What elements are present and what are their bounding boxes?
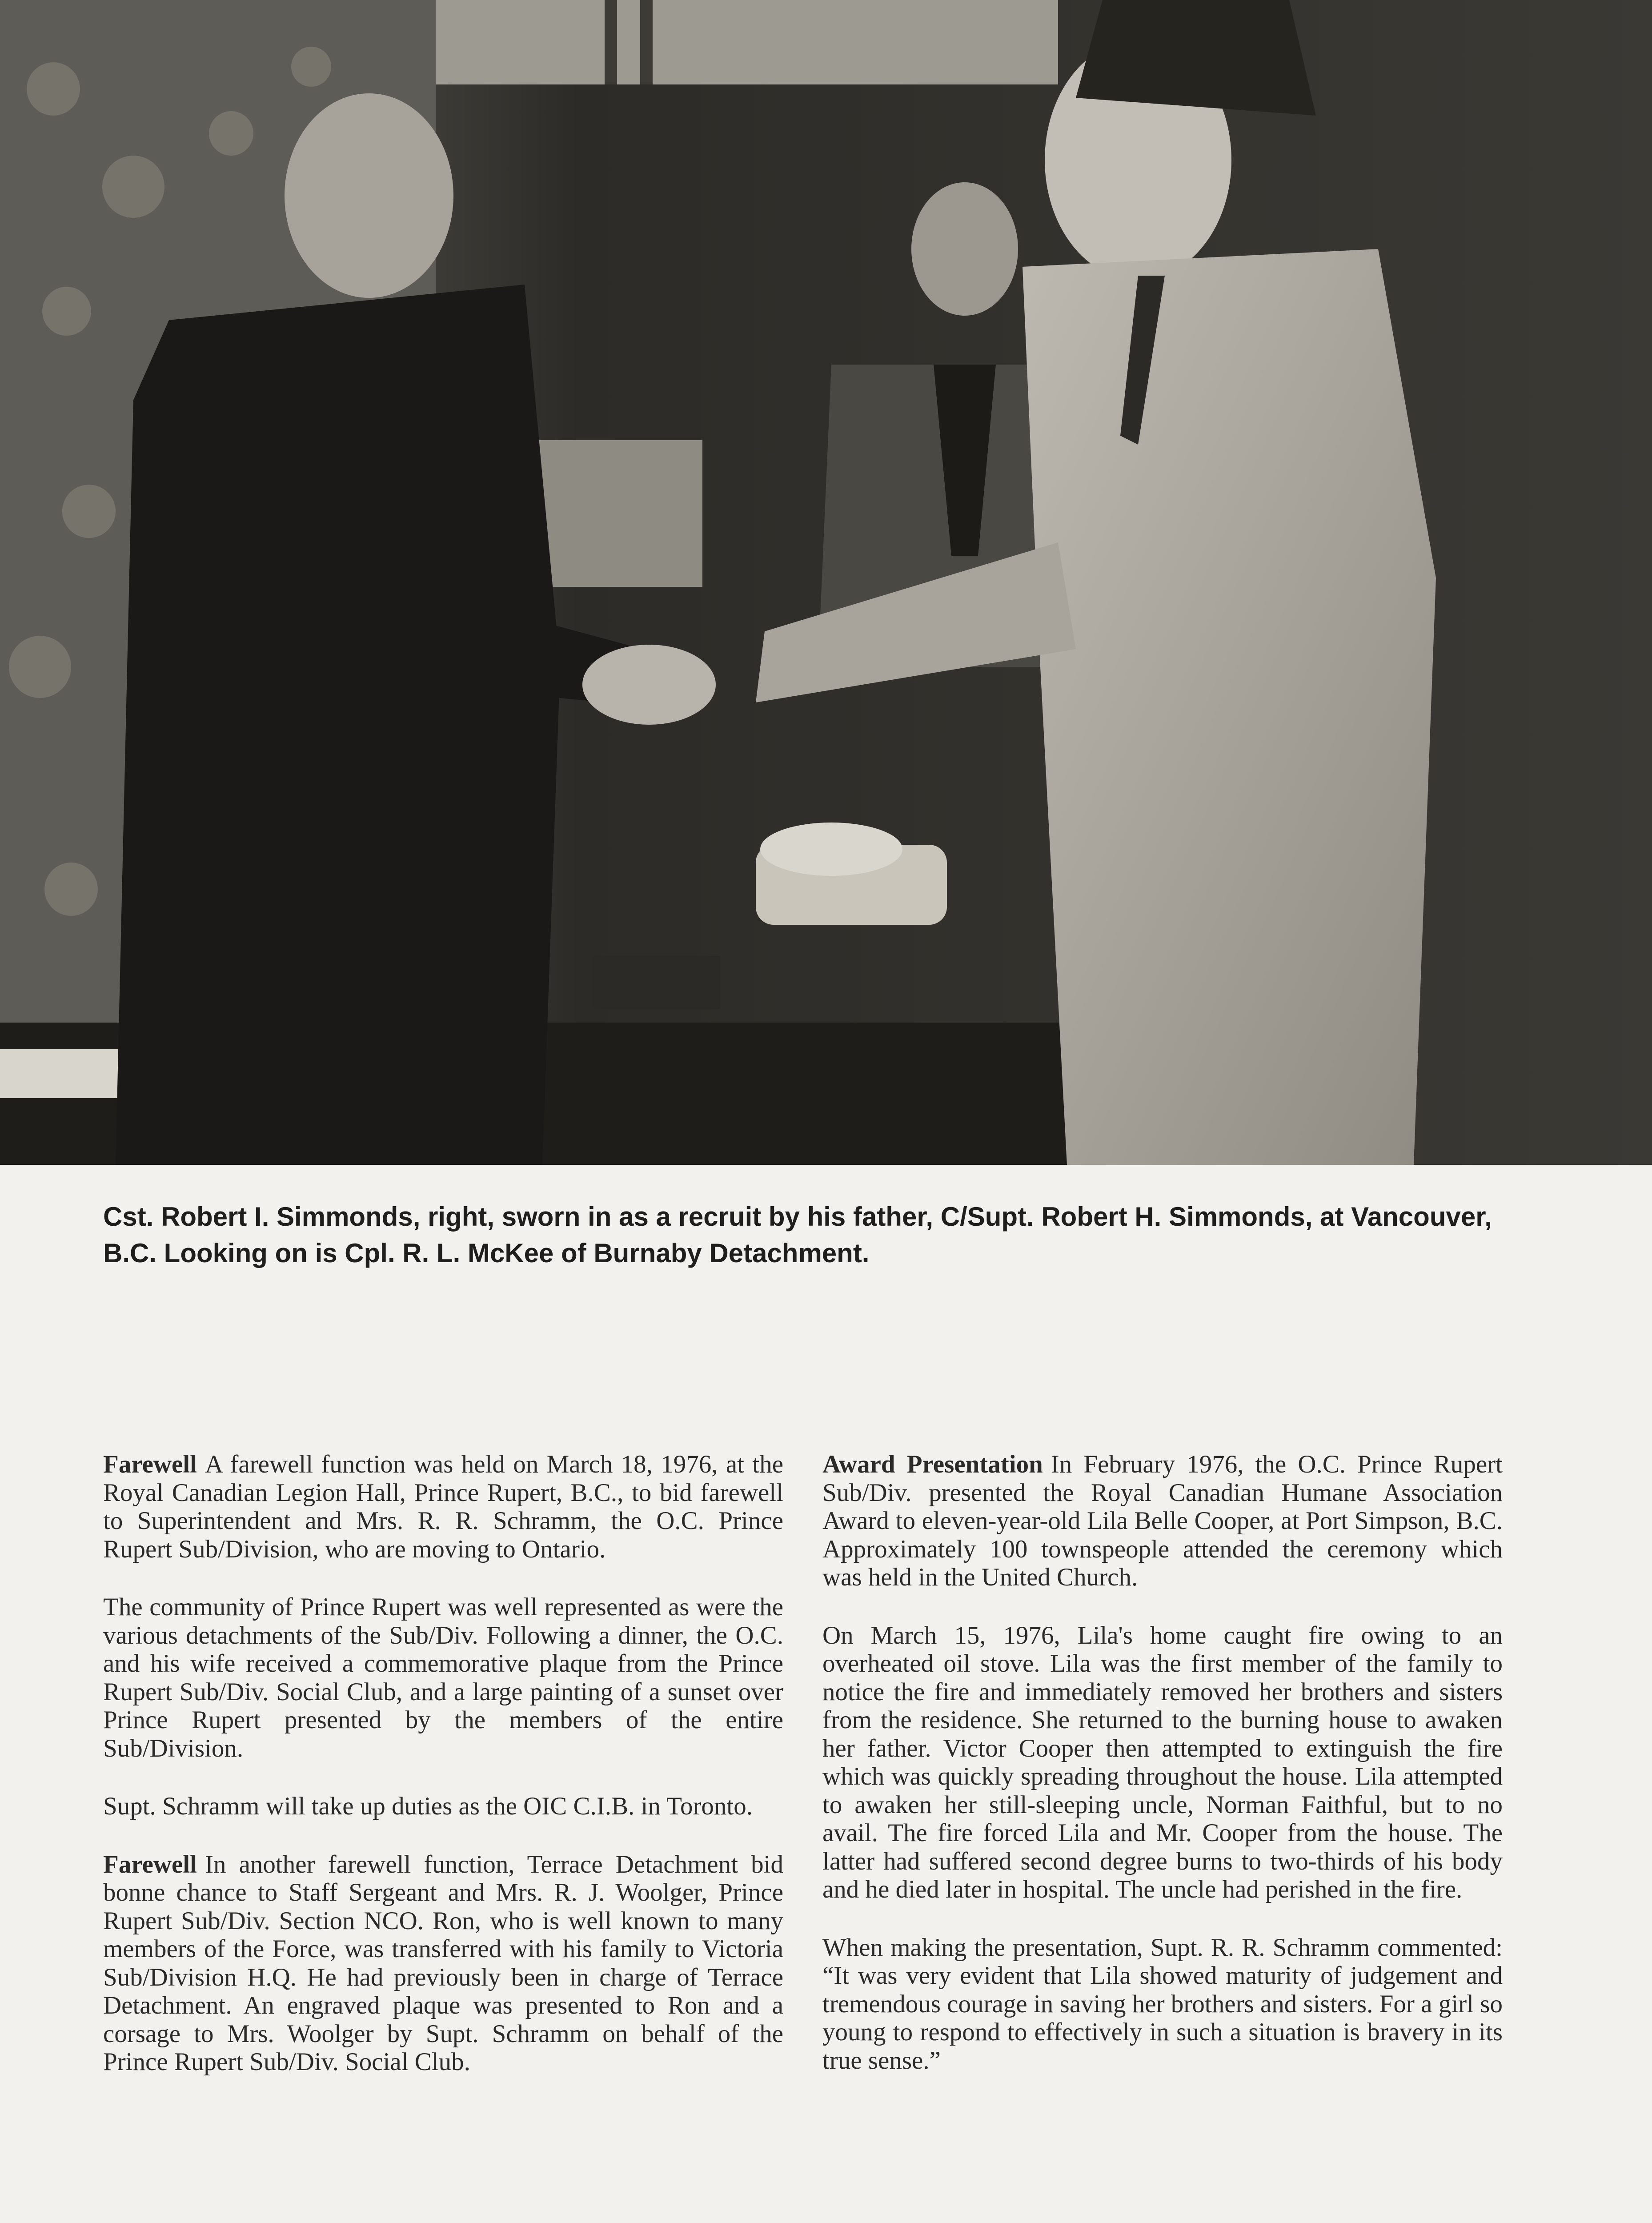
paragraph-text: When making the presentation, Supt. R. R. Schramm commented: “It was very evident that Lila showed maturity of judgement and tremendous courage in saving her brothers and sisters. For a girl so young to respond to effectively in such a situation is bravery in its true sense.” [822,1933,1503,2075]
paragraph-text: Supt. Schramm will take up duties as the OIC C.I.B. in Toronto. [103,1792,753,1820]
article-paragraph [103,1450,783,1563]
paragraph-text: A farewell function was held on March 18, 1976, at the Royal Canadian Legion Hall, Prince Rupert, B.C., to bid farewell to Superintendent and Mrs. R. R. Schramm, the O.C. Prince Rupert Sub/Division, who are moving to Ontario. [103,1450,783,1563]
right-column [822,1450,1503,2104]
paragraph-text: In another farewell function, Terrace Detachment bid bonne chance to Staff Sergeant and Mrs. R. J. Woolger, Prince Rupert Sub/Div. Section NCO. Ron, who is well known to many members of the Force, was transferred with his family to Victoria Sub/Division H.Q. He had previously been in charge of Terrace Detachment. An engraved plaque was presented to Ron and a corsage to Mrs. Woolger by Supt. Schramm on behalf of the Prince Rupert Sub/Div. Social Club. [103,1850,783,2076]
paragraph-text: In February 1976, the O.C. Prince Rupert Sub/Div. presented the Royal Canadian Humane Association Award to eleven-year-old Lila Belle Cooper, at Port Simpson, B.C. Approximately 100 townspeople attended the ceremony which was held in the United Church. [822,1450,1503,1591]
paragraph-text: The community of Prince Rupert was well represented as were the various detachments of the Sub/Div. Following a dinner, the O.C. and his wife received a commemorative plaque from the Prince Rupert Sub/Div. Social Club, and a large painting of a sunset over Prince Rupert presented by the members of the entire Sub/Division. [103,1593,783,1762]
article-paragraph [822,1621,1503,1904]
article-paragraph [822,1934,1503,2075]
photo-caption: Cst. Robert I. Simmonds, right, sworn in as a recruit by his father, C/Supt. Robert H. Simmonds, at Vancouver, B.C. Looking on is Cpl. R. L. McKee of Burnaby Detachment. [103,1202,1492,1268]
article-paragraph [103,1850,783,2076]
section-heading: Farewell [103,1850,197,1878]
section-heading: Farewell [103,1450,197,1478]
left-column [103,1450,783,2106]
article-paragraph [822,1450,1503,1592]
article-paragraph [103,1593,783,1762]
paragraph-text: On March 15, 1976, Lila's home caught fire owing to an overheated oil stove. Lila was the first member of the family to notice the fire and immediately removed her brothers and sisters from the residence. She returned to the burning house to awaken her father. Victor Cooper then attempted to extinguish the fire which was quickly spreading throughout the house. Lila attempted to awaken her still-sleeping uncle, Norman Faithful, but to no avail. The fire forced Lila and Mr. Cooper from the house. The latter had suffered second degree burns to two-thirds of his body and he died later in hospital. The uncle had perished in the fire. [822,1621,1503,1903]
article-paragraph [103,1792,783,1821]
section-heading: Award Presentation [822,1450,1043,1478]
